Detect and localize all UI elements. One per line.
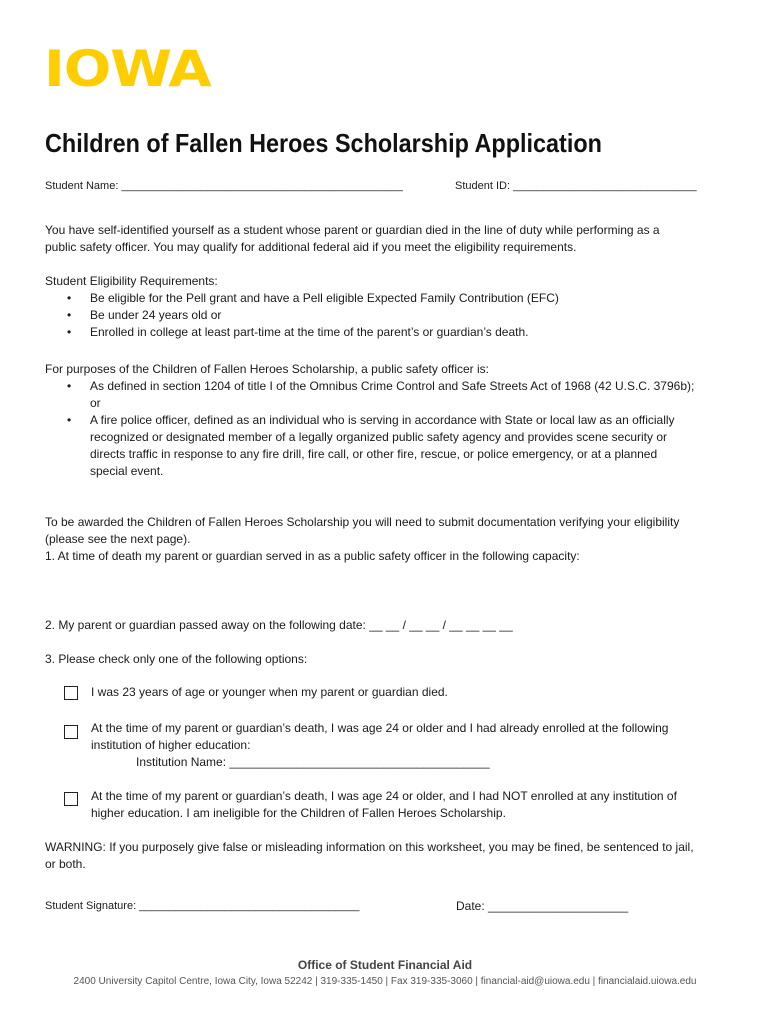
option-2-line: At the time of my parent or guardian’s death, I was age 24 or older and I had already enrolled at the following xyxy=(91,721,669,735)
page-title: Children of Fallen Heroes Scholarship Application xyxy=(45,128,602,158)
option-1-checkbox[interactable] xyxy=(64,686,78,700)
officer-item-line: recognized or designated member of a legally organized public safety agency and provides scene security or xyxy=(90,430,667,444)
option-3-line: At the time of my parent or guardian’s death, I was age 24 or older, and I had NOT enrolled at any institution of xyxy=(91,789,677,803)
officer-item-line: or xyxy=(90,396,101,410)
option-3-checkbox[interactable] xyxy=(64,792,78,806)
question-2-date-field[interactable]: 2. My parent or guardian passed away on the following date: __ __ / __ __ / __ __ __ __ xyxy=(45,618,513,632)
eligibility-item: • Enrolled in college at least part-time at the time of the parent’s or guardian’s death. xyxy=(45,324,745,341)
date-field[interactable]: Date: _____________________ xyxy=(456,899,629,913)
option-3-line: higher education. I am ineligible for the Children of Fallen Heroes Scholarship. xyxy=(91,806,506,820)
eligibility-section xyxy=(45,273,745,341)
question-1: 1. At time of death my parent or guardian served in as a public safety officer in the following capacity: xyxy=(45,549,580,563)
eligibility-item: • Be under 24 years old or xyxy=(45,307,745,324)
option-1-label: I was 23 years of age or younger when my parent or guardian died. xyxy=(91,685,448,699)
officer-definition-section xyxy=(45,361,745,480)
warning-paragraph xyxy=(45,839,694,873)
eligibility-heading: Student Eligibility Requirements: xyxy=(45,274,218,288)
officer-item-line: directs traffic in response to any fire drill, fire call, or other fire, rescue, or police emergency, or at a planned xyxy=(90,447,658,461)
intro-line: You have self-identified yourself as a student whose parent or guardian died in the line of duty while performing as a xyxy=(45,223,660,237)
officer-list xyxy=(45,378,745,480)
officer-item-line: special event. xyxy=(90,464,164,478)
institution-name-field[interactable]: Institution Name: _______________________________________ xyxy=(136,755,490,769)
warning-line: WARNING: If you purposely give false or misleading information on this worksheet, you may be fined, be sentenced to jail, xyxy=(45,840,694,854)
option-2-line: institution of higher education: xyxy=(91,738,251,752)
student-name-field[interactable]: Student Name: ______________________________________________ xyxy=(45,180,403,192)
warning-line: or both. xyxy=(45,857,86,871)
question-3: 3. Please check only one of the following options: xyxy=(45,652,308,666)
footer-contact-line: 2400 University Capitol Centre, Iowa City, Iowa 52242 | 319-335-1450 | Fax 319-335-3060 | financial-aid@uiowa.edu | financialaid.uiowa.edu xyxy=(73,976,697,987)
option-3-label xyxy=(91,788,677,822)
intro-paragraph xyxy=(45,222,660,256)
eligibility-list xyxy=(45,290,745,341)
footer-office-name: Office of Student Financial Aid xyxy=(297,958,473,972)
iowa-logo: IOWA xyxy=(44,40,211,98)
officer-item-line: • A fire police officer, defined as an individual who is serving in accordance with State or local law as an officially xyxy=(90,413,675,427)
officer-item-line: • As defined in section 1204 of title I of the Omnibus Crime Control and Safe Streets Act of 1968 (42 U.S.C. 3796b); xyxy=(90,379,695,393)
student-signature-field[interactable]: Student Signature: ____________________________________ xyxy=(45,900,360,912)
option-2-checkbox[interactable] xyxy=(64,725,78,739)
award-line: To be awarded the Children of Fallen Heroes Scholarship you will need to submit documentation verifying your eligibility xyxy=(45,515,680,529)
officer-heading: For purposes of the Children of Fallen Heroes Scholarship, a public safety officer is: xyxy=(45,362,489,376)
option-2-label xyxy=(91,720,668,754)
student-id-field[interactable]: Student ID: ______________________________ xyxy=(455,180,697,192)
intro-line: public safety officer. You may qualify for additional federal aid if you meet the eligibility requirements. xyxy=(45,240,577,254)
officer-item xyxy=(45,412,745,480)
eligibility-item: • Be eligible for the Pell grant and have a Pell eligible Expected Family Contribution (EFC) xyxy=(45,290,745,307)
award-line: (please see the next page). xyxy=(45,532,191,546)
award-paragraph xyxy=(45,514,679,565)
officer-item xyxy=(45,378,745,412)
